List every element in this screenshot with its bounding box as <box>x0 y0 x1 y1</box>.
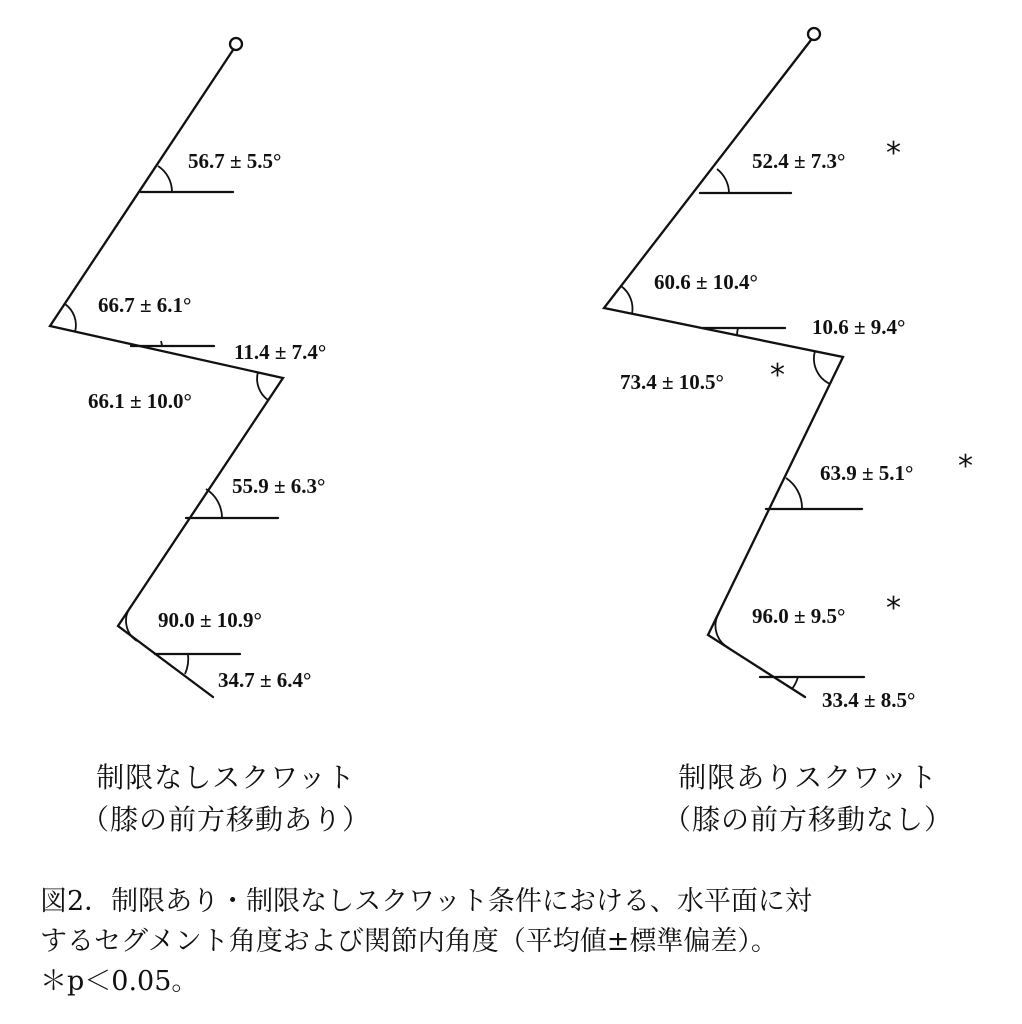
figure-caption-line2: するセグメント角度および関節内角度（平均値±標準偏差）。 <box>40 926 778 957</box>
left-shank-angle-label: 55.9 ± 6.3° <box>232 474 326 498</box>
left-knee-angle-arc <box>257 372 268 400</box>
right-body-segments <box>604 40 846 697</box>
right-knee-angle-arc <box>814 351 830 384</box>
right-hip-angle-label: 60.6 ± 10.4° <box>654 270 758 294</box>
left-hip-angle-label: 66.7 ± 6.1° <box>98 293 192 317</box>
right-hip-angle-arc <box>621 286 633 314</box>
right-thigh-angle-label: 10.6 ± 9.4° <box>812 315 906 339</box>
left-ankle-angle-label: 90.0 ± 10.9° <box>158 608 262 632</box>
left-ankle-angle-arc <box>126 605 137 641</box>
figure-caption-line1: 図2．制限あり・制限なしスクワット条件における、水平面に対 <box>40 886 812 917</box>
right-caption-line2: （膝の前方移動なし） <box>662 803 953 836</box>
left-caption-line2: （膝の前方移動あり） <box>80 803 371 836</box>
right-knee-angle-label: 73.4 ± 10.5° <box>620 370 724 394</box>
left-body-segments <box>50 50 283 697</box>
right-shank-angle-label: 63.9 ± 5.1° <box>820 461 914 485</box>
left-foot-angle-arc <box>185 654 188 674</box>
right-trunk-angle-label: 52.4 ± 7.3° <box>752 149 846 173</box>
left-head-marker <box>230 38 242 50</box>
right-figure-caption <box>598 757 1018 841</box>
right-foot-angle-arc <box>792 677 798 689</box>
right-shank-significance-star: * <box>958 449 973 484</box>
left-hip-angle-arc <box>65 304 76 332</box>
left-trunk-angle-label: 56.7 ± 5.5° <box>188 149 282 173</box>
left-trunk-angle-arc <box>158 166 172 192</box>
figure-caption-line3: ＊p＜0.05。 <box>40 966 199 997</box>
right-ankle-significance-star: * <box>886 591 901 626</box>
left-foot-angle-label: 34.7 ± 6.4° <box>218 668 312 692</box>
right-trunk-significance-star: * <box>886 136 901 171</box>
figure-caption <box>40 882 1010 1002</box>
right-foot-angle-label: 33.4 ± 8.5° <box>822 688 916 712</box>
right-ankle-angle-arc <box>715 613 729 648</box>
left-knee-angle-label: 66.1 ± 10.0° <box>88 389 192 413</box>
left-shank-angle-arc <box>206 489 222 518</box>
left-thigh-angle-arc <box>161 341 162 346</box>
right-caption-line1: 制限ありスクワット <box>678 761 938 794</box>
left-stick-figure <box>50 38 326 697</box>
right-head-marker <box>808 28 820 40</box>
left-caption-line1: 制限なしスクワット <box>96 761 356 794</box>
left-thigh-angle-label: 11.4 ± 7.4° <box>234 340 327 364</box>
left-figure-caption <box>16 757 436 841</box>
right-trunk-angle-arc <box>717 169 729 193</box>
right-knee-significance-star: * <box>770 358 785 393</box>
right-stick-figure <box>604 28 973 712</box>
right-ankle-angle-label: 96.0 ± 9.5° <box>752 604 846 628</box>
right-shank-angle-arc <box>786 478 802 509</box>
right-thigh-angle-arc <box>737 328 738 335</box>
